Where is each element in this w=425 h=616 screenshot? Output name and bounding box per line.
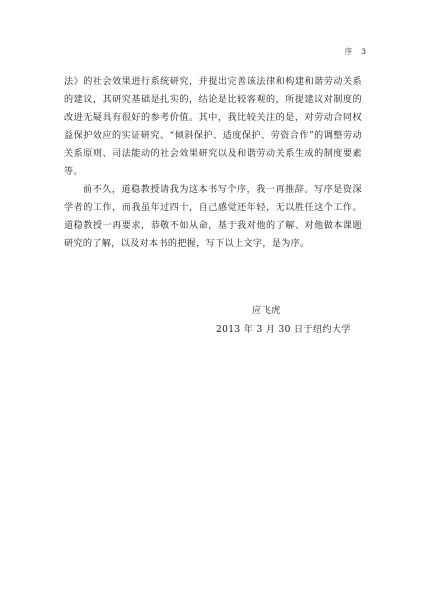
paragraph-continued: 法》的社会效果进行系统研究，并提出完善该法律和构建和谐劳动关系的建议，其研究基础是扎实的，结论是比较客观的，所提建议对制度的改进无疑具有很好的参考价值。其中，我比较关注的是，对劳动合同权益保护效应的实证研究、“倾斜保护、适度保护、劳资合作”的调整劳动关系原则、司法能动的社会效果研究以及和谐劳动关系生成的制度要素等。 xyxy=(64,77,362,177)
page-number: 3 xyxy=(361,47,367,56)
running-header xyxy=(345,46,367,57)
author-name: 应飞虎 xyxy=(252,306,281,316)
signature-date: 2013 年 3 月 30 日于纽约大学 xyxy=(216,325,351,335)
preface-body xyxy=(64,73,362,253)
section-title: 序 xyxy=(344,47,354,56)
paragraph: 前不久，道稳教授请我为这本书写个序，我一再推辞。写序是资深学者的工作，而我虽年过四十，自己感觉还年轻，无以胜任这个工作。道稳教授一再要求，恭敬不如从命，基于我对他的了解、对他做本课题研究的了解，以及对本书的把握，写下以上文字，是为序。 xyxy=(64,185,362,249)
